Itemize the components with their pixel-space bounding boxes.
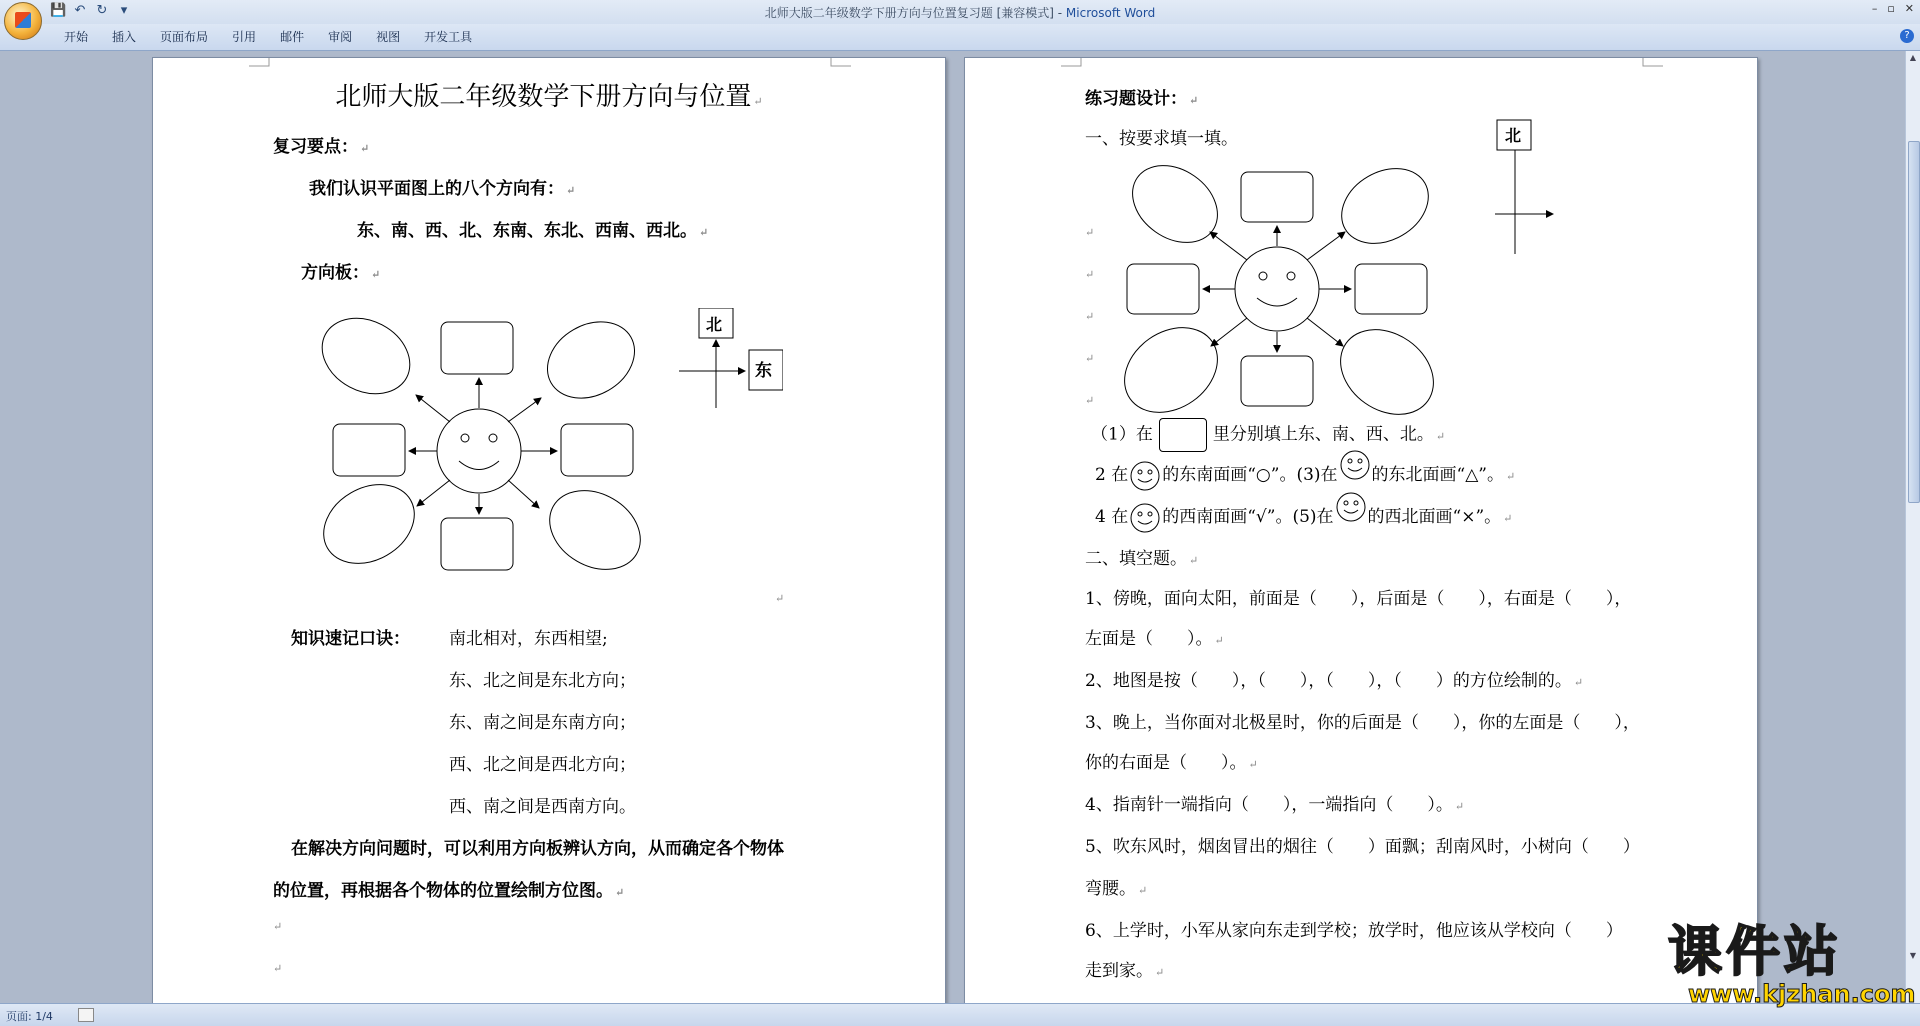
watermark-url: www.kjzhan.com bbox=[1688, 980, 1916, 1008]
answer-box bbox=[1159, 418, 1207, 452]
eight-directions-list: 东、南、西、北、东南、东北、西南、西北。 ↵ bbox=[357, 221, 709, 241]
document-title: 北师大版二年级数学下册方向与位置复习题 [兼容模式] - bbox=[764, 6, 1066, 20]
paragraph-mark: ↵ bbox=[273, 962, 283, 975]
undo-icon[interactable]: ↶ bbox=[74, 3, 86, 18]
east-box bbox=[1355, 264, 1427, 314]
rhyme-line: 西、北之间是西北方向； bbox=[449, 755, 636, 775]
southeast-oval bbox=[535, 475, 654, 585]
part-one-heading: 一、按要求填一填。 bbox=[1085, 129, 1238, 149]
review-heading: 复习要点： ↵ bbox=[273, 137, 370, 157]
fill-blank-item: 3、晚上，当你面对北极星时，你的后面是（ ），你的左面是（ ）， bbox=[1085, 713, 1640, 733]
scroll-up-icon[interactable]: ▲ bbox=[1909, 53, 1917, 62]
southwest-oval bbox=[1115, 310, 1234, 418]
north-box bbox=[1241, 172, 1313, 222]
northwest-oval bbox=[313, 308, 423, 408]
tab-references[interactable]: 引用 bbox=[232, 30, 257, 44]
paragraph-mark: ↵ bbox=[775, 592, 785, 605]
compass-icon bbox=[679, 308, 783, 408]
save-icon[interactable]: 💾 bbox=[50, 3, 67, 18]
west-box bbox=[1127, 264, 1199, 314]
proofing-icon[interactable] bbox=[78, 1008, 94, 1022]
direction-board-label: 方向板： ↵ bbox=[301, 263, 381, 283]
rhyme-label: 知识速记口诀： bbox=[291, 629, 410, 649]
tab-review[interactable]: 审阅 bbox=[328, 30, 353, 44]
south-box bbox=[1241, 356, 1313, 406]
tab-insert[interactable]: 插入 bbox=[112, 30, 137, 44]
north-box bbox=[441, 322, 513, 374]
rhyme-line: 东、南之间是东南方向； bbox=[449, 713, 636, 733]
southwest-oval bbox=[313, 469, 429, 579]
small-smiley-icon bbox=[1128, 461, 1162, 491]
tab-page-layout[interactable]: 页面布局 bbox=[160, 30, 209, 44]
help-icon[interactable]: ? bbox=[1900, 29, 1914, 43]
document-workspace bbox=[0, 51, 1906, 1003]
fill-blank-item: 2、地图是按（ ），（ ），（ ），（ ）的方位绘制的。 ↵ bbox=[1085, 671, 1584, 691]
office-logo-icon bbox=[15, 12, 31, 28]
redo-icon[interactable]: ↻ bbox=[96, 3, 108, 18]
paragraph-mark: ↵ bbox=[273, 920, 283, 933]
tab-developer[interactable]: 开发工具 bbox=[424, 30, 473, 44]
vertical-scrollbar[interactable] bbox=[1905, 51, 1920, 1003]
office-button[interactable] bbox=[4, 2, 42, 40]
direction-board-diagram bbox=[313, 308, 783, 588]
fill-blank-item: 1、傍晚，面向太阳，前面是（ ），后面是（ ），右面是（ ）， bbox=[1085, 589, 1632, 609]
question-4-5: 4 在 的西南面画“√”。(5)在 的西北面画“×”。 ↵ bbox=[1095, 502, 1512, 533]
compass-north-label: 北 bbox=[706, 315, 723, 334]
south-box bbox=[441, 518, 513, 570]
status-bar bbox=[0, 1003, 1920, 1026]
northwest-oval bbox=[1118, 150, 1232, 258]
document-page-1[interactable] bbox=[152, 57, 946, 1003]
part-two-heading: 二、填空题。 ↵ bbox=[1085, 549, 1199, 569]
southeast-oval bbox=[1324, 312, 1450, 418]
watermark-text: 课件站 bbox=[1668, 920, 1842, 983]
tip-line-1: 在解决方向问题时，可以利用方向板辨认方向，从而确定各个物体 bbox=[291, 839, 784, 859]
fill-blank-item: 4、指南针一端指向（ ），一端指向（ ）。 ↵ bbox=[1085, 795, 1465, 815]
title-bar bbox=[0, 0, 1920, 24]
northeast-oval bbox=[1328, 154, 1442, 259]
margin-corner-mark bbox=[1061, 58, 1083, 68]
minimize-button[interactable]: – bbox=[1871, 2, 1878, 15]
document-page-2[interactable] bbox=[964, 57, 1758, 1003]
question-1: （1）在 里分别填上东、南、西、北。 ↵ bbox=[1091, 418, 1445, 452]
northeast-oval bbox=[534, 308, 649, 413]
restore-button[interactable]: ▫ bbox=[1887, 2, 1895, 15]
margin-corner-mark bbox=[829, 58, 851, 68]
small-smiley-icon bbox=[1338, 450, 1372, 480]
small-smiley-icon bbox=[1334, 492, 1368, 522]
question-2-3: 2 在 的东南面画“○”。(3)在 的东北面画“△”。 ↵ bbox=[1095, 460, 1515, 491]
fill-blank-item: 5、吹东风时，烟囱冒出的烟往（ ）面飘；刮南风时，小树向（ ） bbox=[1085, 837, 1640, 857]
compass-icon bbox=[1495, 118, 1575, 258]
rhyme-line: 东、北之间是东北方向； bbox=[449, 671, 636, 691]
ribbon bbox=[0, 24, 1920, 51]
tab-home[interactable]: 开始 bbox=[64, 30, 89, 44]
fill-blank-item: 你的右面是（ ）。 ↵ bbox=[1085, 753, 1258, 773]
fill-blank-item: 走到家。 ↵ bbox=[1085, 961, 1165, 981]
watermark-logo bbox=[1668, 920, 1916, 1010]
compass-north-label: 北 bbox=[1505, 126, 1522, 145]
close-button[interactable]: ✕ bbox=[1904, 2, 1914, 15]
rhyme-line: 南北相对，东西相望; bbox=[449, 629, 608, 649]
exercise-direction-diagram bbox=[1115, 118, 1495, 418]
page-count-status[interactable]: 页面: 1/4 bbox=[6, 1010, 53, 1023]
fill-blank-item: 6、上学时，小军从家向东走到学校；放学时，他应该从学校向（ ） bbox=[1085, 921, 1623, 941]
customize-qat-icon[interactable]: ▾ bbox=[120, 3, 128, 18]
ribbon-tabs bbox=[52, 29, 484, 45]
margin-corner-mark bbox=[1641, 58, 1663, 68]
smiley-face-icon bbox=[1235, 247, 1319, 331]
paragraph-marks: ↵ ↵ ↵ ↵ ↵ bbox=[1085, 226, 1095, 407]
eight-directions-intro: 我们认识平面图上的八个方向有： ↵ bbox=[309, 179, 576, 199]
west-box bbox=[333, 424, 405, 476]
tip-line-2: 的位置，再根据各个物体的位置绘制方位图。 ↵ bbox=[273, 881, 625, 901]
east-box bbox=[561, 424, 633, 476]
fill-blank-item: 弯腰。 ↵ bbox=[1085, 879, 1148, 899]
tab-view[interactable]: 视图 bbox=[376, 30, 401, 44]
app-name: Microsoft Word bbox=[1065, 6, 1156, 20]
tab-mailings[interactable]: 邮件 bbox=[280, 30, 305, 44]
margin-corner-mark bbox=[249, 58, 271, 68]
document-title-heading: 北师大版二年级数学下册方向与位置 ↵ bbox=[335, 82, 763, 112]
scrollbar-thumb[interactable] bbox=[1908, 141, 1920, 503]
window-controls bbox=[1872, 2, 1914, 15]
scroll-down-icon[interactable]: ▼ bbox=[1909, 951, 1917, 960]
small-smiley-icon bbox=[1128, 503, 1162, 533]
window-title bbox=[0, 4, 1920, 21]
exercise-heading: 练习题设计： ↵ bbox=[1085, 89, 1199, 109]
compass-east-label: 东 bbox=[755, 361, 772, 381]
fill-blank-item: 左面是（ ）。 ↵ bbox=[1085, 629, 1224, 649]
rhyme-line: 西、南之间是西南方向。 bbox=[449, 797, 636, 817]
